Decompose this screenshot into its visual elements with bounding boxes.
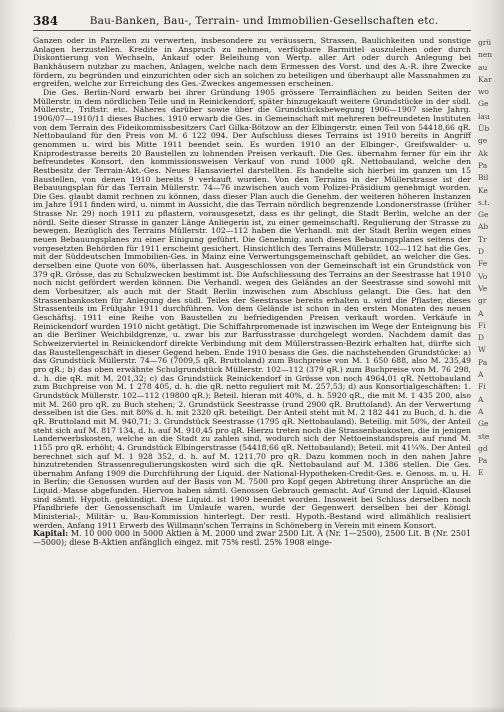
page-header [33,12,473,28]
margin-fragment: Pa [478,456,488,466]
paragraph: Ganzen oder in Parzellen zu verwerten, insbesondere zu veräussern, Strassen, Baulichkeiten und sonstige Anlagen herzustellen. Kredite in Anspruch zu nehmen, verfügbare Barmittel auszuleihen oder durch Diskontierung von Wechseln, Ankauf oder Beleihung von Wertp. aller Art oder durch Anlegung bei Bankhäusern nutzbar zu machen, Anlagen, welche nach dem Ermessen des Vorst. und des A.-R. ihre Zwecke fördern, zu begründen und einzurichten oder sich an solchen zu beteiligen und überhaupt alle Massnahmen zu ergreifen, welche zur Erreichung des Ges.-Zweckes angemessen erscheinen. [33,36,471,89]
margin-fragment: Üb [478,124,490,134]
margin-fragment: A [478,406,484,416]
margin-fragment: s.t. [478,197,490,207]
margin-fragment: A [478,394,484,404]
margin-fragment: D [478,333,485,343]
running-head: Bau-Banken, Bau-, Terrain- und Immobilien-Gesellschaften etc. [89,15,439,27]
margin-fragment: Ke [478,185,488,195]
margin-fragment: Ak [478,148,488,158]
page-number: 384 [33,14,59,28]
paragraph: Die Ges. Berlin-Nord erwarb bei ihrer Gründung 1905 grössere Terrainflächen zu beiden Seiten der Müllerstr. in dem nördlichen Teile und in Reinickendorf, später hinzugekauft weitere Grundstücke in der südl. Müllerstr., Triftstr. etc. Näheres darüber sowie über die Grundstücksbewegung 1906—1907 siehe Jahrg. 1906/07—1910/11 dieses Buches. 1910 erwarb die Ges. in Gemeinschaft mit mehreren befreundeten Instituten von dem Terrain des Fideikommissbesitzers Carl Gilka-Bötzow an der Elbingerstr. einen Teil von 54418,66 qR. Nettobauland für den Preis von M. 6 122 094. Der Aufschluss dieses Terrains ist 1910 bereits in Angriff genommen u. wird bis Mitte 1911 beendet sein. Es wurden 1910 an der Elbinger-, Greifswalder- u. Kniprodestrasse bereits 20 Baustellen zu lohnenden Preisen verkauft. Die Ges. übernahm ferner für ein ihr befreundetes Konsort. den kommissionsweisen Verkauf von rund 1000 qR. Nettobauland, welche den Restbesitz der Terrain-Akt.-Ges. Neues Hansaviertel darstellten. Es handelte sich hierbei im ganzen um 15 Baustellen, von denen 1910 bereits 9 verkauft wurden. Von den Terrains in der Müllerstrasse ist der Bebauungsplan für das Terrain Müllerstr. 74—76 inzwischen auch vom Polizei-Präsidium genehmigt worden. Die Ges. glaubt damit rechnen zu können, dass dieser Plan auch die Genehm. der weiteren höheren Instanzen im Jahre 1911 finden wird, u. nimmt in Aussicht, die das Terrain nördlich begrenzende Londonerstrasse (früher Strasse Nr. 29) noch 1911 zu pflastern, vorausgesetzt, dass es ihr gelingt, die Stadt Berlin, welche an der nördl. Seite dieser Strasse in ganzer Länge Anliegerin ist, zu einer gemeinschaftl. Regulierung der Strasse zu bewegen. Bezüglich des Terrains Müllerstr. 102—112 haben die Verhandl. mit der Stadt Berlin wegen eines neuen Bebauungsplanes zu einer Einigung geführt. Die Genehmig. auch dieses Bebauungsplanes seitens der vorgesetzten Behörden für 1911 erscheint gesichert. Hinsichtlich des Terrains Müllerstr. 102—112 hat die Ges. mit der Süddeutschen Immobilien-Ges. in Mainz eine Verwertungsgemeinschaft gebildet, an welcher die Ges. derselben eine Quote von 60%, überlassen hat. Ausgeschlossen von der Gemeinschaft ist ein Grundstück von 379 qR. Grösse, das zu Schulzwecken bestimmt ist. Die Aufschliessung des Terrains an der Seestrasse hat 1910 noch nicht gefördert werden können. Die Verhandl. wegen des Geländes an der Seestrasse sind sowohl mit dem Vorbesitzer, als auch mit der Stadt Berlin inzwischen zum Abschluss gelangt. Die Ges. hat den Strassenbankosten für Anlegung des südl. Teiles der Seestrasse bereits erhalten u. wird die Pflaster, dieses Strassenteils im Frühjahr 1911 durchführen. Von dem Gelände ist schon in den ersten Monaten des neuen Geschäftsj. 1911 eine Reihe von Baustellen zu befriedigenden Preisen verkauft worden. Verkäufe in Reinickendorf wurden 1910 nicht getätigt. Die Schiffahrpromenade ist inzwischen im Wege der Enteignung bis an die Berliner Weichbildgrenze, u. zwar bis zur Barfusstrasse durchgelegt worden. Nachdem damit das Schweizerviertel in Reinickendorf direkte Verbindung mit dem Müllerstrassen-Bezirk erhalten hat, dürfte sich das Baustellengeschäft in dieser Gegend heben. Ende 1910 besass die Ges. die nachstehenden Grundstücke: a) das Grundstück Müllerstr. 74—76 (7009,5 qR. Bruttoland) zum Buchpreise von M. 1 650 688, also M. 235,49 pro qR.; b) das oben erwähnte Schulgrundstück Müllerstr. 102—112 (379 qR.) zum Buchpreise von M. 76 298, d. h. die qR. mit M. 201,32; c) das Grundstück Reinickendorf in Grösse von noch 4964,01 qR. Nettobauland zum Buchpreise von M. 1 278 405, d. h. die qR. netto reguliert mit M. 257,53; d) aus Konsortialgeschäften: 1. Grundstück Müllerstr. 102—112 (19800 qR.); Beteil. hieran mit 40%, d. h. 5920 qR., die mit M. 1 435 200, also mit M. 260 pro qR. zu Buch stehen; 2. Grundstück Seestrasse (rund 2900 qR. Bruttoland). An der Verwertung desselben ist die Ges. mit 80% d. h. mit 2320 qR. beteiligt. Der Anteil steht mit M. 2 182 441 zu Buch, d. h. die qR. Bruttoland mit M. 940,71; 3. Grundstück Seestrasse (1795 qR. Nettobauland). Beteilig. mit 50%, der Anteil steht sich auf M. 817 134, d. h. auf M. 910,45 pro qR. Hierzu treten noch die Strassenbaukosten, die in jenigen Landerwerbskosten, welche an die Stadt zu zahlen sind, wodurch sich der Nettoeinstandspreis auf rund M. 1155 pro qR. erhöht; 4. Grundstück Elbingerstrasse (54418,66 qR. Nettobauland); Beteil. mit 41¼%. Der Anteil berechnet sich auf M. 1 928 352, d. h. auf M. 1211,70 pro qR. Dazu kommen noch in den nahen Jahre hinzutretenden Strassenregulierungskosten wird sich die qR. Nettobauland auf M. 1386 stellen. Die Ges. übernahm Anfang 1909 die Durchführung der Liquid. der National-Hypotheken-Credit-Ges. e. Genoss. m. u. H. in Berlin; die Genossen wurden auf der Basis von M. 7500 pro Kopf gegen Abtretung ihrer Ansprüche an die Liquid.-Masse abgefunden. Hiervon haben sämtl. Genossen Gebrauch gemacht. Auf Grund der Liquid.-Klausel sind sämtl. Hypoth. gekündigt. Diese Liquid. ist 1909 beendet worden. Insoweit bei Schluss derselben noch Pfandbriefe der Genossenschaft im Umlaufe waren, wurde der Gegenwert derselben bei der Königl. Ministerial-, Militär- u. Bau-Kommission hinterlegt. Der restl. Hypoth.-Bestand wird allmählich realisiert werden. Anfang 1911 Erwerb des Willmann'schen Terrains in Schöneberg in Verein mit einem Konsort. [33,87,471,530]
capital-text: M. 10 000 000 in 5000 Aktien à M. 2000 und zwar 2500 Lit. A (Nr. 1—2500), 2500 Lit. B (Nr. 2501—5000); diese B-Aktien anfänglich eingez. mit 75% restl. 25% 1908 einge- [33,529,471,548]
page-body [33,37,471,548]
margin-fragment: au [478,62,488,72]
margin-fragment: wo [478,87,489,97]
capital-label: Kapital: [33,529,69,539]
margin-fragment: D [478,247,485,257]
margin-fragment: grü [478,38,492,47]
margin-fragment: E [478,468,484,478]
adjacent-page-margin [478,37,504,480]
margin-fragment: Vo [478,271,488,281]
margin-fragment: Kar [478,74,492,84]
margin-fragment: Ge [478,99,489,109]
margin-fragment: A [478,308,484,318]
margin-fragment: Fi [478,320,486,330]
margin-fragment: Ve [478,283,488,293]
header-rule [33,30,471,31]
margin-fragment: gd [478,443,488,453]
margin-fragment: gr [478,296,487,306]
margin-fragment: ge [478,136,488,146]
margin-fragment: Tr [478,234,487,244]
margin-fragment: W [478,345,486,355]
capital-paragraph [33,530,471,547]
margin-fragment: Fi [478,382,486,392]
margin-fragment: ste [478,431,490,441]
margin-fragment: Ge [478,210,489,220]
margin-fragment: Pa [478,160,488,170]
margin-fragment: Ge [478,419,489,429]
margin-fragment: Bil [478,173,489,183]
margin-fragment: lau [478,111,490,121]
margin-fragment: Pa [478,357,488,367]
margin-fragment: Ab [478,222,489,232]
page-bottom-shadow [0,706,504,712]
margin-fragment: Fe [478,259,488,269]
margin-fragment: nen [478,50,493,60]
margin-fragment: A [478,370,484,380]
